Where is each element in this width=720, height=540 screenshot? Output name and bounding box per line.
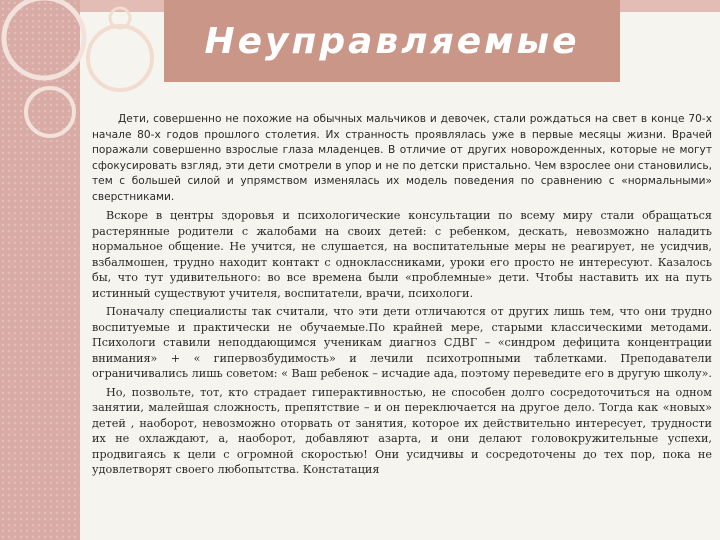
deco-circle-medium	[88, 26, 152, 90]
paragraph-3: Поначалу специалисты так считали, что эти дети отличаются от других лишь тем, что они трудно воспитуемые и практически не обучаемые.По крайней мере, старыми классическими методами. Психологи ставили неподдающимся ученикам диагноз СДВГ – «синдром дефицита концентрации внимания» + « гипервозбудимость» и лечили психотропными таблетками. Преподаватели ограничивались лишь советом: « Ваш ребенок – исчадие ада, поэтому переведите его в другую школу».	[92, 305, 712, 380]
deco-circle-large	[4, 0, 84, 78]
slide-title: Неуправляемые	[204, 20, 580, 62]
slide-body	[92, 112, 712, 481]
paragraph-4: Но, позвольте, тот, кто страдает гиперактивностью, не способен долго сосредоточиться на одном занятии, малейшая сложность, препятствие – и он переключается на другое дело. Тогда как «новых» детей , наоборот, невозможно оторвать от занятия, которое их действительно интересует, трудности их не охлаждают, а, наоборот, добавляют азарта, и они делают головокружительные успехи, продвигаясь к цели с огромной скоростью! Они усидчивы и сосредоточены до тех пор, пока не удовлетворят своего любопытства. Констатация	[92, 385, 712, 476]
paragraph-2: Вскоре в центры здоровья и психологические консультации по всему миру стали обращаться растерянные родители с жалобами на своих детей: с ребенком, дескать, невозможно наладить нормальное общение. Не учится, не слушается, на воспитательные меры не реагирует, не усидчив, взбалмошен, трудно находит контакт с одноклассниками, уроки его просто не интересуют. Казалось бы, что тут удивительного: во все времена были «проблемные» дети. Чтобы наставить их на путь истинный существуют учителя, воспитатели, врачи, психологи.	[92, 209, 712, 300]
paragraph-1: Дети, совершенно не похожие на обычных мальчиков и девочек, стали рождаться на свет в конце 70-х начале 80-х годов прошлого столетия. Их странность проявлялась уже в первые месяцы жизни. Врачей поражали совершенно взрослые глаза младенцев. В отличие от других новорожденных, которые не могут сфокусировать взгляд, эти дети смотрели в упор и не по детски пристально. Чем взрослее они становились, тем с большей силой и упрямством изменялась их модель поведения по сравнению с «нормальными» сверстниками.	[92, 113, 712, 203]
title-box	[164, 0, 620, 82]
deco-circle-small	[26, 88, 74, 136]
